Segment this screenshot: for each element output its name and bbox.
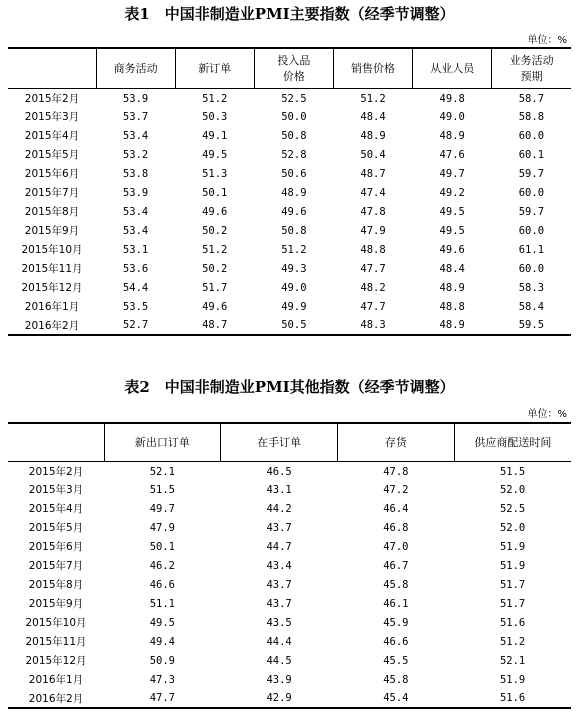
value-cell: 50.2: [202, 262, 228, 275]
month-cell: 2015年6月: [24, 168, 80, 180]
value-cell: 50.4: [360, 148, 386, 161]
value-cell: 51.2: [499, 635, 526, 648]
value-cell: 46.6: [383, 635, 409, 648]
value-cell: 46.7: [383, 559, 409, 572]
table2-title: 表2 中国非制造业PMI其他指数（经季节调整）: [124, 378, 455, 396]
value-cell: 48.8: [439, 300, 465, 313]
value-cell: 43.4: [266, 559, 292, 572]
value-cell: 44.5: [266, 654, 292, 667]
value-cell: 51.9: [499, 559, 526, 572]
table-row: [8, 556, 571, 575]
value-cell: 53.4: [122, 129, 149, 142]
month-cell: 2015年4月: [28, 503, 84, 515]
table-row: [8, 145, 571, 164]
value-cell: 48.7: [360, 167, 386, 180]
table-row: [8, 670, 571, 689]
value-cell: 47.7: [360, 262, 386, 275]
value-cell: 49.5: [439, 205, 465, 218]
value-cell: 45.8: [383, 673, 409, 686]
table-row: [8, 259, 571, 278]
value-cell: 48.9: [281, 186, 307, 199]
table-row: [8, 221, 571, 240]
month-cell: 2015年3月: [24, 111, 80, 123]
value-cell: 50.6: [281, 167, 307, 180]
table-row: [8, 107, 571, 126]
value-cell: 58.3: [518, 281, 545, 294]
table-row: [8, 499, 571, 518]
month-cell: 2015年11月: [25, 636, 87, 648]
month-cell: 2016年1月: [28, 674, 84, 686]
table-row: [8, 575, 571, 594]
table2-unit: 单位：%: [527, 409, 567, 420]
value-cell: 49.6: [281, 205, 307, 218]
table2-col-header: 供应商配送时间: [454, 423, 571, 461]
value-cell: 53.4: [122, 205, 149, 218]
value-cell: 43.7: [266, 597, 292, 610]
value-cell: 46.5: [266, 465, 292, 478]
table-row: [8, 461, 571, 480]
value-cell: 53.5: [122, 300, 149, 313]
value-cell: 47.6: [439, 148, 465, 161]
table-row: [8, 518, 571, 537]
value-cell: 58.7: [518, 92, 545, 105]
month-cell: 2015年10月: [21, 244, 83, 256]
table-row: [8, 88, 571, 107]
value-cell: 53.8: [122, 167, 149, 180]
value-cell: 43.7: [266, 578, 292, 591]
value-cell: 46.6: [149, 578, 176, 591]
value-cell: 48.4: [439, 262, 465, 275]
month-cell: 2015年10月: [25, 617, 87, 629]
value-cell: 49.2: [439, 186, 465, 199]
table1-col-header: 从业人员: [413, 48, 492, 88]
month-cell: 2015年5月: [28, 522, 84, 534]
value-cell: 43.9: [266, 673, 292, 686]
value-cell: 47.8: [383, 465, 409, 478]
value-cell: 50.5: [281, 319, 307, 331]
value-cell: 46.4: [383, 502, 409, 515]
table-row: [8, 240, 571, 259]
value-cell: 51.2: [202, 243, 228, 256]
month-cell: 2015年11月: [21, 263, 83, 275]
value-cell: 53.9: [122, 186, 149, 199]
value-cell: 48.4: [360, 110, 386, 123]
table2-col-header: 存货: [338, 423, 455, 461]
month-cell: 2015年12月: [21, 282, 83, 294]
table-row: [8, 316, 571, 335]
value-cell: 58.8: [518, 110, 545, 123]
value-cell: 45.4: [383, 692, 409, 704]
value-cell: 52.7: [122, 319, 149, 331]
value-cell: 48.8: [360, 243, 386, 256]
value-cell: 51.2: [281, 243, 307, 256]
value-cell: 47.0: [383, 540, 409, 553]
value-cell: 50.1: [202, 186, 228, 199]
table1-col-header: 销售价格: [333, 48, 412, 88]
value-cell: 53.2: [122, 148, 149, 161]
value-cell: 49.8: [439, 92, 465, 105]
value-cell: 52.0: [499, 521, 526, 534]
value-cell: 60.1: [518, 148, 545, 161]
value-cell: 45.5: [383, 654, 409, 667]
value-cell: 49.7: [149, 502, 176, 515]
value-cell: 60.0: [518, 186, 545, 199]
value-cell: 51.7: [499, 597, 526, 610]
table1-col-header: [8, 48, 96, 88]
month-cell: 2015年9月: [28, 598, 84, 610]
month-cell: 2015年2月: [24, 93, 80, 106]
value-cell: 50.1: [149, 540, 176, 553]
value-cell: 51.9: [499, 540, 526, 553]
value-cell: 48.9: [360, 129, 386, 142]
value-cell: 53.4: [122, 224, 149, 237]
value-cell: 59.5: [518, 319, 545, 331]
value-cell: 51.3: [202, 167, 228, 180]
table1-unit: 单位：%: [527, 35, 567, 46]
table-row: [8, 632, 571, 651]
month-cell: 2015年8月: [24, 206, 80, 218]
value-cell: 49.1: [202, 129, 228, 142]
table-row: [8, 278, 571, 297]
value-cell: 51.1: [149, 597, 176, 610]
table-row: [8, 480, 571, 499]
table2: [8, 422, 571, 709]
table1-col-header: 新订单: [175, 48, 254, 88]
value-cell: 61.1: [518, 243, 545, 256]
value-cell: 59.7: [518, 167, 545, 180]
value-cell: 50.9: [149, 654, 176, 667]
value-cell: 47.9: [149, 521, 176, 534]
table-row: [8, 613, 571, 632]
value-cell: 48.7: [202, 319, 228, 331]
value-cell: 47.9: [360, 224, 386, 237]
value-cell: 52.0: [499, 483, 526, 496]
value-cell: 50.8: [281, 224, 307, 237]
table1-title: 表1 中国非制造业PMI主要指数（经季节调整）: [124, 5, 455, 23]
value-cell: 51.9: [499, 673, 526, 686]
value-cell: 47.4: [360, 186, 386, 199]
value-cell: 51.5: [499, 465, 526, 478]
month-cell: 2015年7月: [28, 560, 84, 572]
value-cell: 45.9: [383, 616, 409, 629]
month-cell: 2015年2月: [28, 466, 84, 479]
value-cell: 60.0: [518, 224, 545, 237]
month-cell: 2015年3月: [28, 484, 84, 496]
value-cell: 49.9: [281, 300, 307, 313]
value-cell: 46.2: [149, 559, 176, 572]
value-cell: 53.1: [122, 243, 149, 256]
value-cell: 49.6: [202, 300, 228, 313]
table2-col-header: [8, 423, 104, 461]
table2-col-header: 新出口订单: [104, 423, 221, 461]
table2-header-row: [8, 423, 571, 461]
value-cell: 47.7: [360, 300, 386, 313]
value-cell: 47.2: [383, 483, 409, 496]
value-cell: 49.6: [439, 243, 465, 256]
value-cell: 47.7: [149, 692, 176, 704]
value-cell: 49.4: [149, 635, 176, 648]
table1-col-header: 业务活动 预期: [492, 48, 571, 88]
value-cell: 51.7: [499, 578, 526, 591]
table1-col-header: 投入品 价格: [254, 48, 333, 88]
value-cell: 48.9: [439, 319, 465, 331]
table-row: [8, 164, 571, 183]
table-row: [8, 202, 571, 221]
value-cell: 53.6: [122, 262, 149, 275]
table-row: [8, 689, 571, 708]
value-cell: 48.3: [360, 319, 386, 331]
value-cell: 49.5: [149, 616, 176, 629]
value-cell: 51.6: [499, 692, 526, 704]
value-cell: 43.1: [266, 483, 292, 496]
month-cell: 2015年6月: [28, 541, 84, 553]
value-cell: 44.2: [266, 502, 292, 515]
value-cell: 49.6: [202, 205, 228, 218]
table-row: [8, 297, 571, 316]
value-cell: 43.7: [266, 521, 292, 534]
value-cell: 49.0: [281, 281, 307, 294]
table1-header-row: [8, 48, 571, 88]
value-cell: 51.2: [360, 92, 386, 105]
value-cell: 49.7: [439, 167, 465, 180]
value-cell: 50.3: [202, 110, 228, 123]
table2-col-header: 在手订单: [221, 423, 338, 461]
value-cell: 47.3: [149, 673, 176, 686]
value-cell: 54.4: [122, 281, 149, 294]
value-cell: 49.3: [281, 262, 307, 275]
value-cell: 53.7: [122, 110, 149, 123]
table-row: [8, 651, 571, 670]
value-cell: 52.1: [149, 465, 176, 478]
value-cell: 50.8: [281, 129, 307, 142]
value-cell: 48.9: [439, 281, 465, 294]
month-cell: 2016年2月: [28, 692, 84, 705]
month-cell: 2016年2月: [24, 319, 80, 332]
value-cell: 53.9: [122, 92, 149, 105]
value-cell: 60.0: [518, 262, 545, 275]
month-cell: 2015年8月: [28, 579, 84, 591]
month-cell: 2015年12月: [25, 655, 87, 667]
value-cell: 50.2: [202, 224, 228, 237]
value-cell: 60.0: [518, 129, 545, 142]
value-cell: 46.8: [383, 521, 409, 534]
value-cell: 52.1: [499, 654, 526, 667]
value-cell: 44.7: [266, 540, 292, 553]
value-cell: 52.5: [499, 502, 526, 515]
table-row: [8, 183, 571, 202]
value-cell: 44.4: [266, 635, 292, 648]
value-cell: 59.7: [518, 205, 545, 218]
table-row: [8, 126, 571, 145]
month-cell: 2015年9月: [24, 225, 80, 237]
value-cell: 49.5: [439, 224, 465, 237]
value-cell: 48.2: [360, 281, 386, 294]
table1-col-header: 商务活动: [96, 48, 175, 88]
value-cell: 52.8: [281, 148, 307, 161]
month-cell: 2015年4月: [24, 130, 80, 142]
table-row: [8, 594, 571, 613]
value-cell: 51.7: [202, 281, 228, 294]
month-cell: 2015年7月: [24, 187, 80, 199]
value-cell: 51.6: [499, 616, 526, 629]
value-cell: 51.5: [149, 483, 176, 496]
value-cell: 51.2: [202, 92, 228, 105]
value-cell: 50.0: [281, 110, 307, 123]
value-cell: 45.8: [383, 578, 409, 591]
value-cell: 46.1: [383, 597, 409, 610]
value-cell: 49.0: [439, 110, 465, 123]
month-cell: 2016年1月: [24, 301, 80, 313]
table1: [8, 47, 571, 336]
month-cell: 2015年5月: [24, 149, 80, 161]
value-cell: 49.5: [202, 148, 228, 161]
value-cell: 52.5: [281, 92, 307, 105]
value-cell: 48.9: [439, 129, 465, 142]
value-cell: 42.9: [266, 692, 292, 704]
value-cell: 47.8: [360, 205, 386, 218]
value-cell: 58.4: [518, 300, 545, 313]
value-cell: 43.5: [266, 616, 292, 629]
table-row: [8, 537, 571, 556]
